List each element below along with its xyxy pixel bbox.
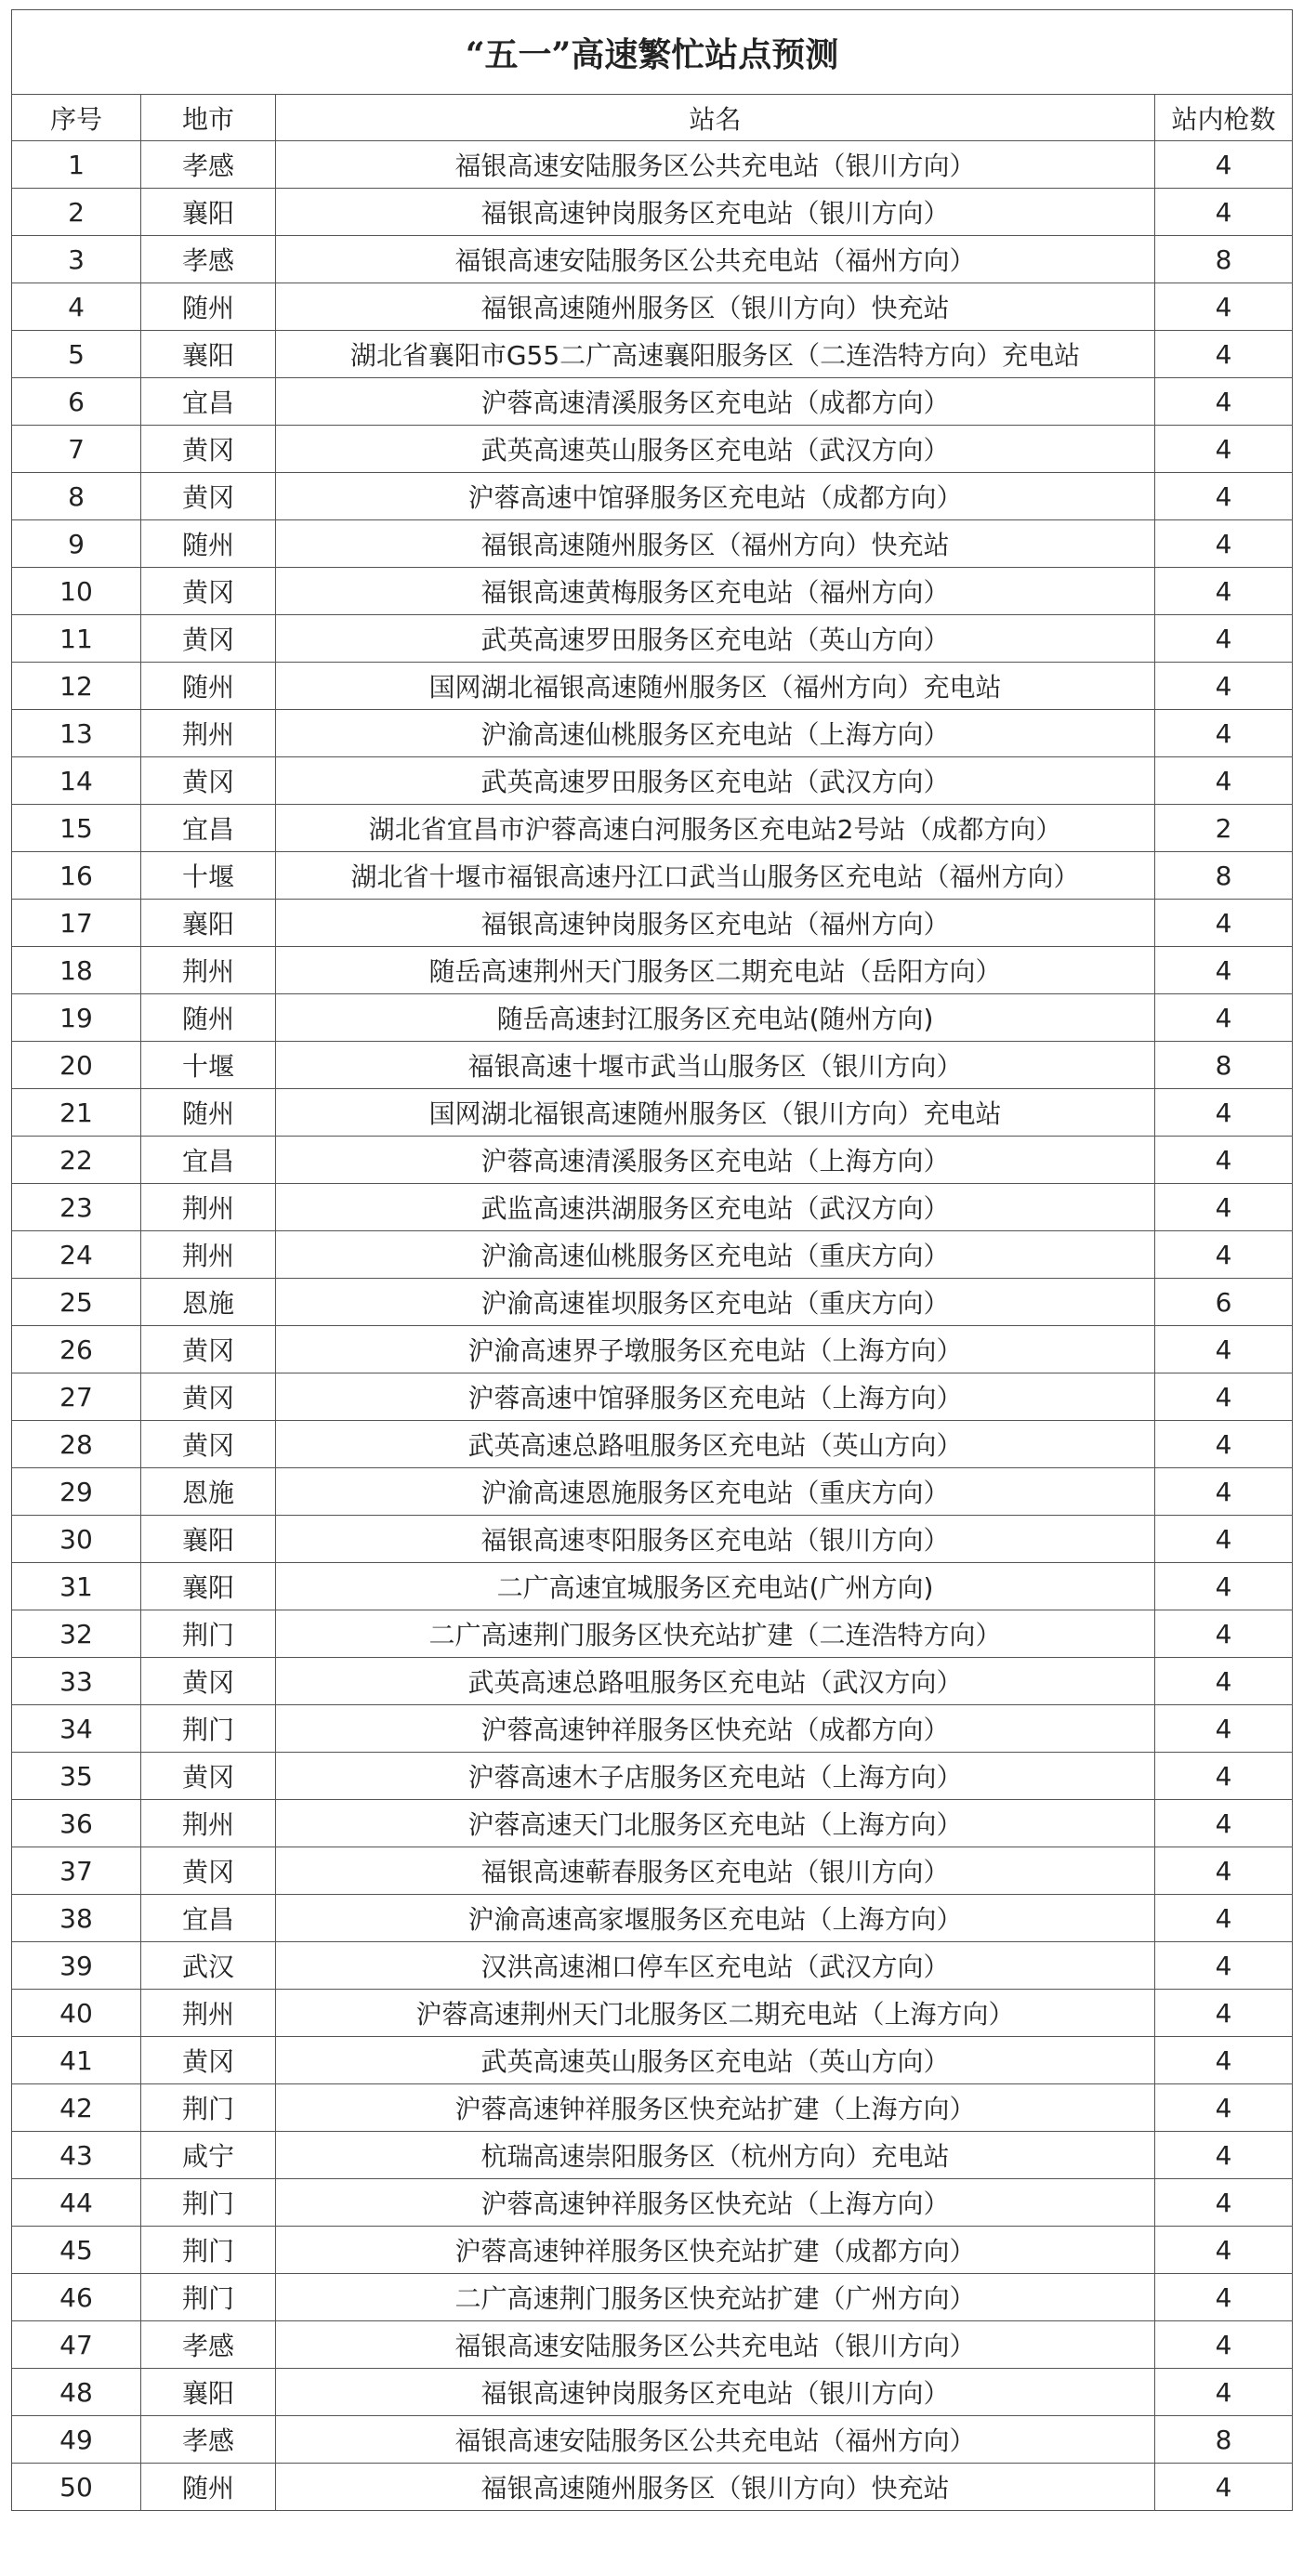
- row-charger-count-cell: 4: [1155, 568, 1293, 615]
- row-city-cell: 黄冈: [141, 426, 276, 473]
- table-row: [12, 947, 1293, 994]
- row-charger-count-cell: 4: [1155, 757, 1293, 805]
- row-station-name-cell: 福银高速安陆服务区公共充电站（银川方向）: [276, 141, 1155, 189]
- table-row: [12, 852, 1293, 900]
- row-city-cell: 随州: [141, 520, 276, 568]
- row-city-cell: 黄冈: [141, 615, 276, 663]
- row-charger-count-cell: 4: [1155, 1326, 1293, 1373]
- row-station-name-cell: 福银高速十堰市武当山服务区（银川方向）: [276, 1042, 1155, 1089]
- table-row: [12, 426, 1293, 473]
- row-station-name-cell: 福银高速随州服务区（福州方向）快充站: [276, 520, 1155, 568]
- forecast-table-sheet: [11, 9, 1292, 2511]
- row-station-name-cell: 武英高速英山服务区充电站（武汉方向）: [276, 426, 1155, 473]
- row-index-cell: 8: [12, 473, 141, 520]
- row-station-name-cell: 武英高速罗田服务区充电站（英山方向）: [276, 615, 1155, 663]
- row-charger-count-cell: 4: [1155, 2179, 1293, 2227]
- row-charger-count-cell: 4: [1155, 710, 1293, 757]
- row-index-cell: 6: [12, 378, 141, 426]
- row-index-cell: 42: [12, 2084, 141, 2132]
- row-index-cell: 23: [12, 1184, 141, 1231]
- table-title: “五一”高速繁忙站点预测: [12, 10, 1293, 95]
- row-charger-count-cell: 4: [1155, 2037, 1293, 2084]
- table-row: [12, 2227, 1293, 2274]
- table-row: [12, 236, 1293, 283]
- row-city-cell: 宜昌: [141, 1137, 276, 1184]
- row-station-name-cell: 福银高速钟岗服务区充电站（银川方向）: [276, 189, 1155, 236]
- header-charger-count: 站内枪数: [1155, 95, 1293, 141]
- row-charger-count-cell: 4: [1155, 2369, 1293, 2416]
- table-row: [12, 2037, 1293, 2084]
- table-row: [12, 1326, 1293, 1373]
- row-index-cell: 12: [12, 663, 141, 710]
- row-charger-count-cell: 8: [1155, 2416, 1293, 2464]
- row-index-cell: 45: [12, 2227, 141, 2274]
- row-index-cell: 47: [12, 2321, 141, 2369]
- row-station-name-cell: 汉洪高速湘口停车区充电站（武汉方向）: [276, 1942, 1155, 1990]
- row-index-cell: 25: [12, 1279, 141, 1326]
- row-index-cell: 19: [12, 994, 141, 1042]
- row-index-cell: 49: [12, 2416, 141, 2464]
- row-index-cell: 36: [12, 1800, 141, 1847]
- row-city-cell: 宜昌: [141, 805, 276, 852]
- table-row: [12, 1468, 1293, 1516]
- row-index-cell: 48: [12, 2369, 141, 2416]
- row-station-name-cell: 沪渝高速恩施服务区充电站（重庆方向）: [276, 1468, 1155, 1516]
- row-charger-count-cell: 4: [1155, 1421, 1293, 1468]
- row-index-cell: 40: [12, 1990, 141, 2037]
- row-index-cell: 39: [12, 1942, 141, 1990]
- row-station-name-cell: 沪渝高速崔坝服务区充电站（重庆方向）: [276, 1279, 1155, 1326]
- table-row: [12, 710, 1293, 757]
- row-city-cell: 黄冈: [141, 1847, 276, 1895]
- row-index-cell: 26: [12, 1326, 141, 1373]
- row-city-cell: 襄阳: [141, 331, 276, 378]
- row-station-name-cell: 二广高速宜城服务区充电站(广州方向): [276, 1563, 1155, 1610]
- row-charger-count-cell: 4: [1155, 2227, 1293, 2274]
- row-index-cell: 9: [12, 520, 141, 568]
- row-index-cell: 4: [12, 283, 141, 331]
- row-index-cell: 50: [12, 2464, 141, 2511]
- row-station-name-cell: 沪蓉高速钟祥服务区快充站（上海方向）: [276, 2179, 1155, 2227]
- row-city-cell: 荆门: [141, 1705, 276, 1753]
- table-row: [12, 1563, 1293, 1610]
- row-charger-count-cell: 4: [1155, 1516, 1293, 1563]
- row-city-cell: 荆州: [141, 1990, 276, 2037]
- row-station-name-cell: 福银高速安陆服务区公共充电站（银川方向）: [276, 2321, 1155, 2369]
- row-index-cell: 28: [12, 1421, 141, 1468]
- row-station-name-cell: 湖北省襄阳市G55二广高速襄阳服务区（二连浩特方向）充电站: [276, 331, 1155, 378]
- row-city-cell: 荆门: [141, 2084, 276, 2132]
- row-city-cell: 随州: [141, 1089, 276, 1137]
- row-station-name-cell: 福银高速随州服务区（银川方向）快充站: [276, 2464, 1155, 2511]
- row-station-name-cell: 沪渝高速高家堰服务区充电站（上海方向）: [276, 1895, 1155, 1942]
- row-city-cell: 宜昌: [141, 1895, 276, 1942]
- row-city-cell: 襄阳: [141, 1563, 276, 1610]
- row-city-cell: 随州: [141, 663, 276, 710]
- row-station-name-cell: 武英高速总路咀服务区充电站（武汉方向）: [276, 1658, 1155, 1705]
- row-station-name-cell: 沪渝高速仙桃服务区充电站（重庆方向）: [276, 1231, 1155, 1279]
- table-row: [12, 141, 1293, 189]
- row-city-cell: 随州: [141, 283, 276, 331]
- row-station-name-cell: 福银高速钟岗服务区充电站（福州方向）: [276, 900, 1155, 947]
- row-city-cell: 十堰: [141, 852, 276, 900]
- row-index-cell: 1: [12, 141, 141, 189]
- row-index-cell: 43: [12, 2132, 141, 2179]
- table-row: [12, 1990, 1293, 2037]
- row-city-cell: 黄冈: [141, 568, 276, 615]
- row-charger-count-cell: 4: [1155, 426, 1293, 473]
- row-index-cell: 30: [12, 1516, 141, 1563]
- row-index-cell: 24: [12, 1231, 141, 1279]
- row-index-cell: 33: [12, 1658, 141, 1705]
- row-index-cell: 41: [12, 2037, 141, 2084]
- table-row: [12, 900, 1293, 947]
- busy-stations-table: [11, 9, 1293, 2511]
- table-row: [12, 2274, 1293, 2321]
- table-row: [12, 1042, 1293, 1089]
- row-station-name-cell: 二广高速荆门服务区快充站扩建（二连浩特方向）: [276, 1610, 1155, 1658]
- row-charger-count-cell: 4: [1155, 189, 1293, 236]
- table-row: [12, 520, 1293, 568]
- row-charger-count-cell: 4: [1155, 1373, 1293, 1421]
- row-charger-count-cell: 6: [1155, 1279, 1293, 1326]
- row-station-name-cell: 沪蓉高速天门北服务区充电站（上海方向）: [276, 1800, 1155, 1847]
- row-city-cell: 襄阳: [141, 189, 276, 236]
- row-index-cell: 34: [12, 1705, 141, 1753]
- table-row: [12, 2084, 1293, 2132]
- row-city-cell: 黄冈: [141, 1373, 276, 1421]
- table-row: [12, 1942, 1293, 1990]
- row-city-cell: 孝感: [141, 141, 276, 189]
- row-city-cell: 荆门: [141, 2274, 276, 2321]
- table-row: [12, 2321, 1293, 2369]
- row-city-cell: 襄阳: [141, 2369, 276, 2416]
- row-index-cell: 22: [12, 1137, 141, 1184]
- row-charger-count-cell: 4: [1155, 663, 1293, 710]
- row-city-cell: 荆门: [141, 1610, 276, 1658]
- row-index-cell: 38: [12, 1895, 141, 1942]
- table-row: [12, 378, 1293, 426]
- table-row: [12, 2464, 1293, 2511]
- row-station-name-cell: 湖北省十堰市福银高速丹江口武当山服务区充电站（福州方向）: [276, 852, 1155, 900]
- table-row: [12, 805, 1293, 852]
- row-city-cell: 随州: [141, 994, 276, 1042]
- table-row: [12, 1847, 1293, 1895]
- row-city-cell: 襄阳: [141, 1516, 276, 1563]
- row-station-name-cell: 福银高速钟岗服务区充电站（银川方向）: [276, 2369, 1155, 2416]
- row-station-name-cell: 湖北省宜昌市沪蓉高速白河服务区充电站2号站（成都方向）: [276, 805, 1155, 852]
- table-row: [12, 1231, 1293, 1279]
- table-row: [12, 2179, 1293, 2227]
- table-row: [12, 2369, 1293, 2416]
- row-city-cell: 荆州: [141, 1184, 276, 1231]
- row-charger-count-cell: 4: [1155, 1468, 1293, 1516]
- row-city-cell: 荆州: [141, 710, 276, 757]
- row-city-cell: 黄冈: [141, 1753, 276, 1800]
- row-index-cell: 32: [12, 1610, 141, 1658]
- row-station-name-cell: 随岳高速荆州天门服务区二期充电站（岳阳方向）: [276, 947, 1155, 994]
- row-station-name-cell: 沪蓉高速钟祥服务区快充站（成都方向）: [276, 1705, 1155, 1753]
- table-row: [12, 757, 1293, 805]
- row-station-name-cell: 福银高速蕲春服务区充电站（银川方向）: [276, 1847, 1155, 1895]
- table-body: [12, 141, 1293, 2511]
- row-city-cell: 孝感: [141, 2416, 276, 2464]
- row-index-cell: 5: [12, 331, 141, 378]
- row-index-cell: 7: [12, 426, 141, 473]
- row-station-name-cell: 沪蓉高速钟祥服务区快充站扩建（上海方向）: [276, 2084, 1155, 2132]
- table-row: [12, 1800, 1293, 1847]
- table-row: [12, 1516, 1293, 1563]
- table-row: [12, 1137, 1293, 1184]
- row-city-cell: 襄阳: [141, 900, 276, 947]
- table-row: [12, 189, 1293, 236]
- row-station-name-cell: 随岳高速封江服务区充电站(随州方向): [276, 994, 1155, 1042]
- row-city-cell: 孝感: [141, 2321, 276, 2369]
- row-charger-count-cell: 8: [1155, 236, 1293, 283]
- row-city-cell: 黄冈: [141, 1326, 276, 1373]
- row-station-name-cell: 杭瑞高速崇阳服务区（杭州方向）充电站: [276, 2132, 1155, 2179]
- row-index-cell: 10: [12, 568, 141, 615]
- row-city-cell: 随州: [141, 2464, 276, 2511]
- row-index-cell: 13: [12, 710, 141, 757]
- header-index: 序号: [12, 95, 141, 141]
- table-row: [12, 283, 1293, 331]
- row-city-cell: 荆州: [141, 1231, 276, 1279]
- row-station-name-cell: 福银高速安陆服务区公共充电站（福州方向）: [276, 236, 1155, 283]
- row-index-cell: 31: [12, 1563, 141, 1610]
- row-station-name-cell: 沪蓉高速荆州天门北服务区二期充电站（上海方向）: [276, 1990, 1155, 2037]
- table-row: [12, 615, 1293, 663]
- row-index-cell: 20: [12, 1042, 141, 1089]
- table-row: [12, 1895, 1293, 1942]
- row-charger-count-cell: 8: [1155, 852, 1293, 900]
- row-index-cell: 14: [12, 757, 141, 805]
- row-charger-count-cell: 4: [1155, 1137, 1293, 1184]
- row-charger-count-cell: 4: [1155, 2132, 1293, 2179]
- row-city-cell: 孝感: [141, 236, 276, 283]
- table-row: [12, 1089, 1293, 1137]
- row-station-name-cell: 福银高速黄梅服务区充电站（福州方向）: [276, 568, 1155, 615]
- row-charger-count-cell: 4: [1155, 2274, 1293, 2321]
- row-charger-count-cell: 4: [1155, 1895, 1293, 1942]
- header-row: [12, 95, 1293, 141]
- row-station-name-cell: 武英高速英山服务区充电站（英山方向）: [276, 2037, 1155, 2084]
- row-charger-count-cell: 4: [1155, 1658, 1293, 1705]
- table-row: [12, 473, 1293, 520]
- row-charger-count-cell: 4: [1155, 378, 1293, 426]
- row-city-cell: 宜昌: [141, 378, 276, 426]
- row-index-cell: 44: [12, 2179, 141, 2227]
- row-station-name-cell: 沪蓉高速中馆驿服务区充电站（上海方向）: [276, 1373, 1155, 1421]
- table-row: [12, 1373, 1293, 1421]
- table-row: [12, 1705, 1293, 1753]
- row-charger-count-cell: 4: [1155, 1990, 1293, 2037]
- row-index-cell: 15: [12, 805, 141, 852]
- row-station-name-cell: 二广高速荆门服务区快充站扩建（广州方向）: [276, 2274, 1155, 2321]
- table-row: [12, 568, 1293, 615]
- row-charger-count-cell: 4: [1155, 1705, 1293, 1753]
- table-row: [12, 2132, 1293, 2179]
- row-station-name-cell: 沪渝高速界子墩服务区充电站（上海方向）: [276, 1326, 1155, 1373]
- row-charger-count-cell: 4: [1155, 1753, 1293, 1800]
- row-station-name-cell: 福银高速随州服务区（银川方向）快充站: [276, 283, 1155, 331]
- table-row: [12, 331, 1293, 378]
- row-station-name-cell: 沪蓉高速钟祥服务区快充站扩建（成都方向）: [276, 2227, 1155, 2274]
- table-row: [12, 1184, 1293, 1231]
- row-charger-count-cell: 2: [1155, 805, 1293, 852]
- row-charger-count-cell: 4: [1155, 520, 1293, 568]
- row-charger-count-cell: 4: [1155, 1231, 1293, 1279]
- row-city-cell: 黄冈: [141, 473, 276, 520]
- row-index-cell: 29: [12, 1468, 141, 1516]
- row-charger-count-cell: 4: [1155, 1800, 1293, 1847]
- row-charger-count-cell: 4: [1155, 947, 1293, 994]
- row-index-cell: 17: [12, 900, 141, 947]
- table-row: [12, 1753, 1293, 1800]
- row-city-cell: 黄冈: [141, 1658, 276, 1705]
- row-charger-count-cell: 8: [1155, 1042, 1293, 1089]
- row-city-cell: 恩施: [141, 1468, 276, 1516]
- row-index-cell: 2: [12, 189, 141, 236]
- row-station-name-cell: 国网湖北福银高速随州服务区（福州方向）充电站: [276, 663, 1155, 710]
- row-index-cell: 18: [12, 947, 141, 994]
- row-city-cell: 荆门: [141, 2227, 276, 2274]
- row-station-name-cell: 武英高速罗田服务区充电站（武汉方向）: [276, 757, 1155, 805]
- row-charger-count-cell: 4: [1155, 1942, 1293, 1990]
- row-index-cell: 27: [12, 1373, 141, 1421]
- row-city-cell: 黄冈: [141, 757, 276, 805]
- row-charger-count-cell: 4: [1155, 1610, 1293, 1658]
- row-index-cell: 11: [12, 615, 141, 663]
- row-charger-count-cell: 4: [1155, 331, 1293, 378]
- row-index-cell: 46: [12, 2274, 141, 2321]
- table-row: [12, 1658, 1293, 1705]
- row-city-cell: 荆州: [141, 1800, 276, 1847]
- row-station-name-cell: 沪蓉高速木子店服务区充电站（上海方向）: [276, 1753, 1155, 1800]
- row-charger-count-cell: 4: [1155, 900, 1293, 947]
- row-charger-count-cell: 4: [1155, 473, 1293, 520]
- row-charger-count-cell: 4: [1155, 2464, 1293, 2511]
- table-row: [12, 1279, 1293, 1326]
- row-station-name-cell: 沪蓉高速清溪服务区充电站（上海方向）: [276, 1137, 1155, 1184]
- row-city-cell: 恩施: [141, 1279, 276, 1326]
- row-city-cell: 黄冈: [141, 1421, 276, 1468]
- row-station-name-cell: 福银高速枣阳服务区充电站（银川方向）: [276, 1516, 1155, 1563]
- row-charger-count-cell: 4: [1155, 1184, 1293, 1231]
- table-row: [12, 2416, 1293, 2464]
- row-station-name-cell: 国网湖北福银高速随州服务区（银川方向）充电站: [276, 1089, 1155, 1137]
- row-city-cell: 黄冈: [141, 2037, 276, 2084]
- row-station-name-cell: 武监高速洪湖服务区充电站（武汉方向）: [276, 1184, 1155, 1231]
- header-city: 地市: [141, 95, 276, 141]
- row-charger-count-cell: 4: [1155, 1089, 1293, 1137]
- row-charger-count-cell: 4: [1155, 994, 1293, 1042]
- header-station-name: 站名: [276, 95, 1155, 141]
- row-charger-count-cell: 4: [1155, 2084, 1293, 2132]
- row-index-cell: 16: [12, 852, 141, 900]
- row-station-name-cell: 沪蓉高速中馆驿服务区充电站（成都方向）: [276, 473, 1155, 520]
- row-station-name-cell: 沪蓉高速清溪服务区充电站（成都方向）: [276, 378, 1155, 426]
- row-city-cell: 荆门: [141, 2179, 276, 2227]
- table-row: [12, 1610, 1293, 1658]
- table-row: [12, 994, 1293, 1042]
- row-station-name-cell: 福银高速安陆服务区公共充电站（福州方向）: [276, 2416, 1155, 2464]
- row-charger-count-cell: 4: [1155, 141, 1293, 189]
- row-index-cell: 37: [12, 1847, 141, 1895]
- table-row: [12, 1421, 1293, 1468]
- row-index-cell: 21: [12, 1089, 141, 1137]
- row-charger-count-cell: 4: [1155, 2321, 1293, 2369]
- row-index-cell: 35: [12, 1753, 141, 1800]
- row-city-cell: 十堰: [141, 1042, 276, 1089]
- row-city-cell: 荆州: [141, 947, 276, 994]
- row-city-cell: 武汉: [141, 1942, 276, 1990]
- row-charger-count-cell: 4: [1155, 1847, 1293, 1895]
- row-city-cell: 咸宁: [141, 2132, 276, 2179]
- row-index-cell: 3: [12, 236, 141, 283]
- row-station-name-cell: 沪渝高速仙桃服务区充电站（上海方向）: [276, 710, 1155, 757]
- row-charger-count-cell: 4: [1155, 615, 1293, 663]
- row-station-name-cell: 武英高速总路咀服务区充电站（英山方向）: [276, 1421, 1155, 1468]
- row-charger-count-cell: 4: [1155, 283, 1293, 331]
- row-charger-count-cell: 4: [1155, 1563, 1293, 1610]
- table-row: [12, 663, 1293, 710]
